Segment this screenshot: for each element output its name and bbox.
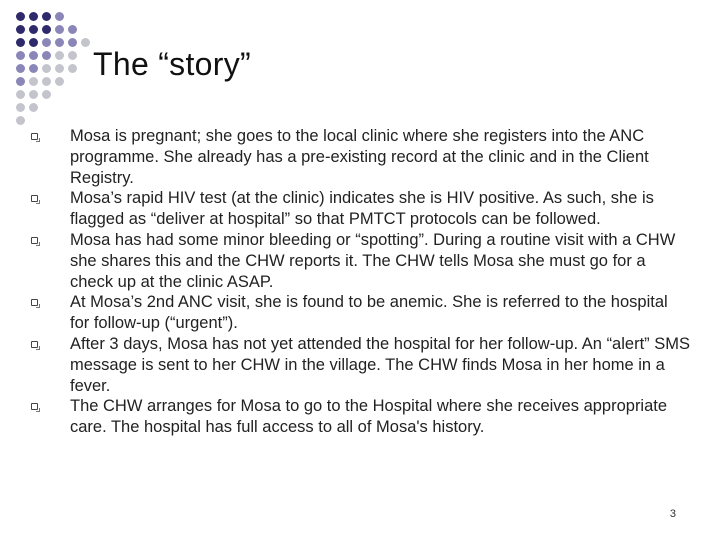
decorative-dot (29, 25, 38, 34)
slide-title: The “story” (93, 46, 251, 82)
decorative-dot (55, 12, 64, 21)
decorative-dot (29, 77, 38, 86)
bullet-item (30, 230, 690, 292)
bullet-item (30, 188, 690, 230)
bullet-item (30, 292, 690, 334)
decorative-dot (55, 38, 64, 47)
decorative-dot (68, 51, 77, 60)
decorative-dot (42, 90, 51, 99)
decorative-dot (55, 77, 64, 86)
bullet-text: After 3 days, Mosa has not yet attended the hospital for her follow-up. An “alert” SMS message is sent to her CHW in the village. The CHW finds Mosa in her home in a fever. (70, 334, 690, 395)
decorative-dot (81, 38, 90, 47)
square-bullet-icon (31, 299, 38, 306)
decorative-dot (42, 25, 51, 34)
decorative-dot (42, 77, 51, 86)
decorative-dot (68, 38, 77, 47)
square-bullet-icon (31, 195, 38, 202)
decorative-dot (29, 38, 38, 47)
decorative-dot (29, 12, 38, 21)
decorative-dot (55, 25, 64, 34)
bullet-text: Mosa’s rapid HIV test (at the clinic) indicates she is HIV positive. As such, she is flagged as “deliver at hospital” so that PMTCT protocols can be followed. (70, 189, 654, 229)
decorative-dot (16, 12, 25, 21)
bullet-list (30, 126, 690, 438)
decorative-dot (55, 64, 64, 73)
page-number: 3 (669, 508, 676, 520)
decorative-dot (16, 103, 25, 112)
square-bullet-icon (31, 133, 38, 140)
bullet-item (30, 334, 690, 396)
bullet-text: The CHW arranges for Mosa to go to the Hospital where she receives appropriate care. The hospital has full access to all of Mosa's history. (70, 397, 668, 437)
decorative-dot (16, 116, 25, 125)
decorative-dot (42, 64, 51, 73)
decorative-dot (68, 64, 77, 73)
decorative-dot (29, 64, 38, 73)
decorative-dot (16, 25, 25, 34)
decorative-dot (42, 51, 51, 60)
decorative-dot (16, 38, 25, 47)
decorative-dot (42, 38, 51, 47)
decorative-dot (16, 77, 25, 86)
bullet-text: At Mosa’s 2nd ANC visit, she is found to be anemic. She is referred to the hospital for follow-up (“urgent”). (70, 293, 668, 333)
decorative-dot-grid (0, 0, 90, 120)
bullet-text: Mosa has had some minor bleeding or “spotting”. During a routine visit with a CHW she shares this and the CHW reports it. The CHW tells Mosa she must go for a check up at the clinic ASAP. (70, 230, 676, 291)
decorative-dot (29, 51, 38, 60)
decorative-dot (16, 64, 25, 73)
square-bullet-icon (31, 341, 38, 348)
square-bullet-icon (31, 237, 38, 244)
decorative-dot (55, 51, 64, 60)
bullet-item (30, 126, 690, 188)
bullet-item (30, 396, 690, 438)
decorative-dot (29, 103, 38, 112)
decorative-dot (29, 90, 38, 99)
decorative-dot (42, 12, 51, 21)
decorative-dot (16, 51, 25, 60)
decorative-dot (68, 25, 77, 34)
decorative-dot (16, 90, 25, 99)
square-bullet-icon (31, 403, 38, 410)
bullet-text: Mosa is pregnant; she goes to the local clinic where she registers into the ANC programme. She already has a pre-existing record at the clinic and in the Client Registry. (70, 127, 649, 187)
